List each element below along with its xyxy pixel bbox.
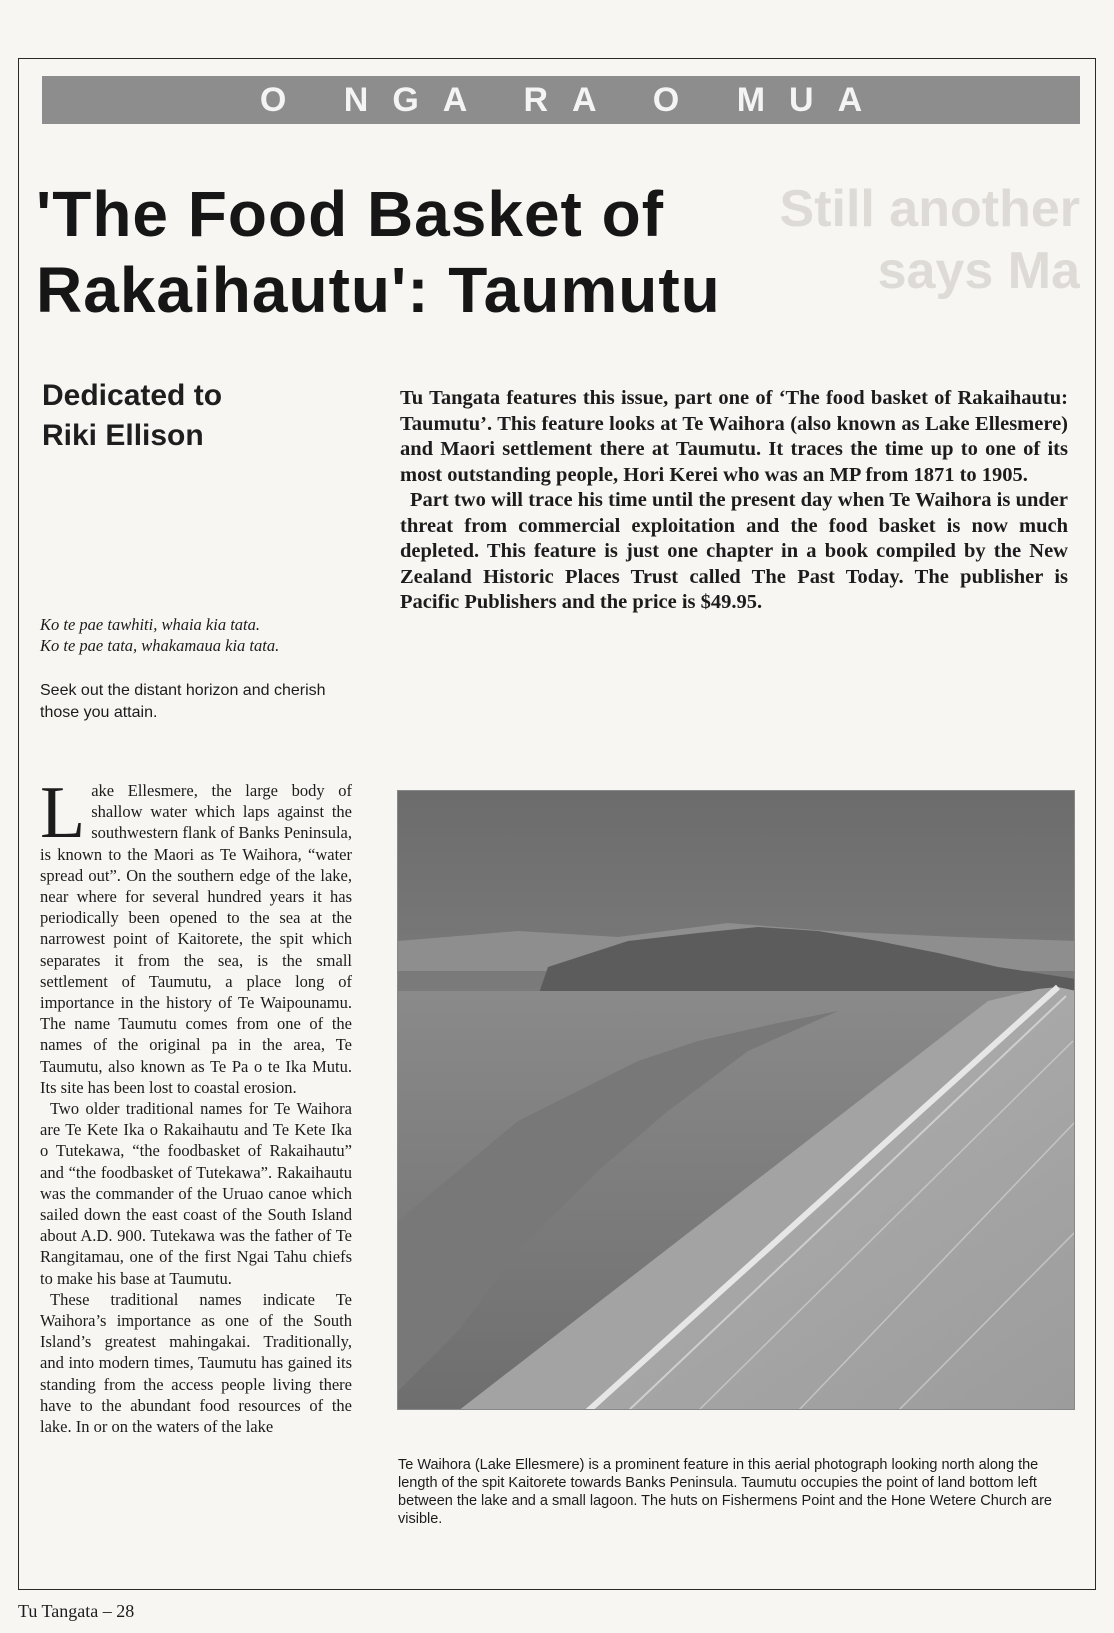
- page-footer: Tu Tangata – 28: [18, 1601, 135, 1621]
- article-title: [36, 176, 1036, 328]
- title-line: 'The Food Basket of: [36, 178, 665, 250]
- intro-paragraph: Part two will trace his time until the present day when Te Waihora is under threat from commercial exploitation and the food basket is now much depleted. This feature is just one chapter in a book compiled by the New Zealand Historic Places Trust called The Past Today. The publisher is Pacific Publishers and the price is $49.95.: [400, 489, 1068, 613]
- photo-caption: Te Waihora (Lake Ellesmere) is a prominent feature in this aerial photograph looking north along the length of the spit Kaitorete towards Banks Peninsula. Taumutu occupies the point of land bottom left between the lake and a small lagoon. The huts on Fishermens Point and the Hone Wetere Church are visible.: [398, 1457, 1052, 1527]
- aerial-photo-icon: [398, 791, 1075, 1410]
- dedication-line: Dedicated to: [42, 379, 223, 412]
- body-paragraph: [40, 772, 352, 1098]
- feature-intro: [400, 386, 1068, 616]
- drop-cap: L: [40, 772, 86, 854]
- body-paragraph: These traditional names indicate Te Waihora’s importance as one of the South Island’s greatest mahingakai. Traditionally, and into modern times, Taumutu has gained its standing from the access people living there have to the abundant food resources of the lake. In or on the waters of the lake: [40, 1289, 352, 1437]
- whakatauki: [40, 614, 360, 656]
- section-banner: O NGA RA O MUA: [42, 76, 1080, 124]
- proverb-translation: Seek out the distant horizon and cherish those you attain.: [40, 682, 326, 721]
- title-line: Rakaihautu': Taumutu: [36, 254, 721, 326]
- ghost-line: Still another: [779, 180, 1080, 238]
- intro-paragraph: Tu Tangata features this issue, part one of ‘The food basket of Rakaihautu: Taumutu’. This feature looks at Te Waihora (also known as Lake Ellesmere) and Maori settlement there at Taumutu. It traces the time up to one of its most outstanding people, Hori Kerei who was an MP from 1871 to 1905.: [400, 387, 1068, 486]
- dedication-line: Riki Ellison: [42, 419, 204, 452]
- aerial-photo: [397, 790, 1075, 1410]
- body-paragraph: Two older traditional names for Te Waihora are Te Kete Ika o Rakaihautu and Te Kete Ika o Tutekawa, “the foodbasket of Rakaihautu” and “the foodbasket of Tutekawa”. Rakaihautu was the commander of the Uruao canoe which sailed down the east coast of the South Island about A.D. 900. Tutekawa was the father of Te Rangitamau, one of the first Ngai Tahu chiefs to make his base at Taumutu.: [40, 1099, 352, 1288]
- ghost-line: says Ma: [877, 242, 1080, 300]
- proverb-line: Ko te pae tata, whakamaua kia tata.: [40, 636, 280, 655]
- paragraph-text: ake Ellesmere, the large body of shallow water which laps against the southwestern flank of Banks Peninsula, is known to the Maori as Te Waihora, “water spread out”. On the southern edge of the lake, near where for several hundred years it has periodically been opened to the sea at the narrowest point of Kaitorete, the spit which separates it from the sea, is the small settlement of Taumutu, a place long of importance in the history of Te Waipounamu. The name Taumutu comes from one of the names of the original pa in the area, Te Taumutu, also known as Te Pa o te Ika Mutu. Its site has been lost to coastal erosion.: [40, 781, 352, 1097]
- article-body: [40, 772, 352, 1437]
- proverb-line: Ko te pae tawhiti, whaia kia tata.: [40, 615, 260, 634]
- dedication: [42, 376, 342, 456]
